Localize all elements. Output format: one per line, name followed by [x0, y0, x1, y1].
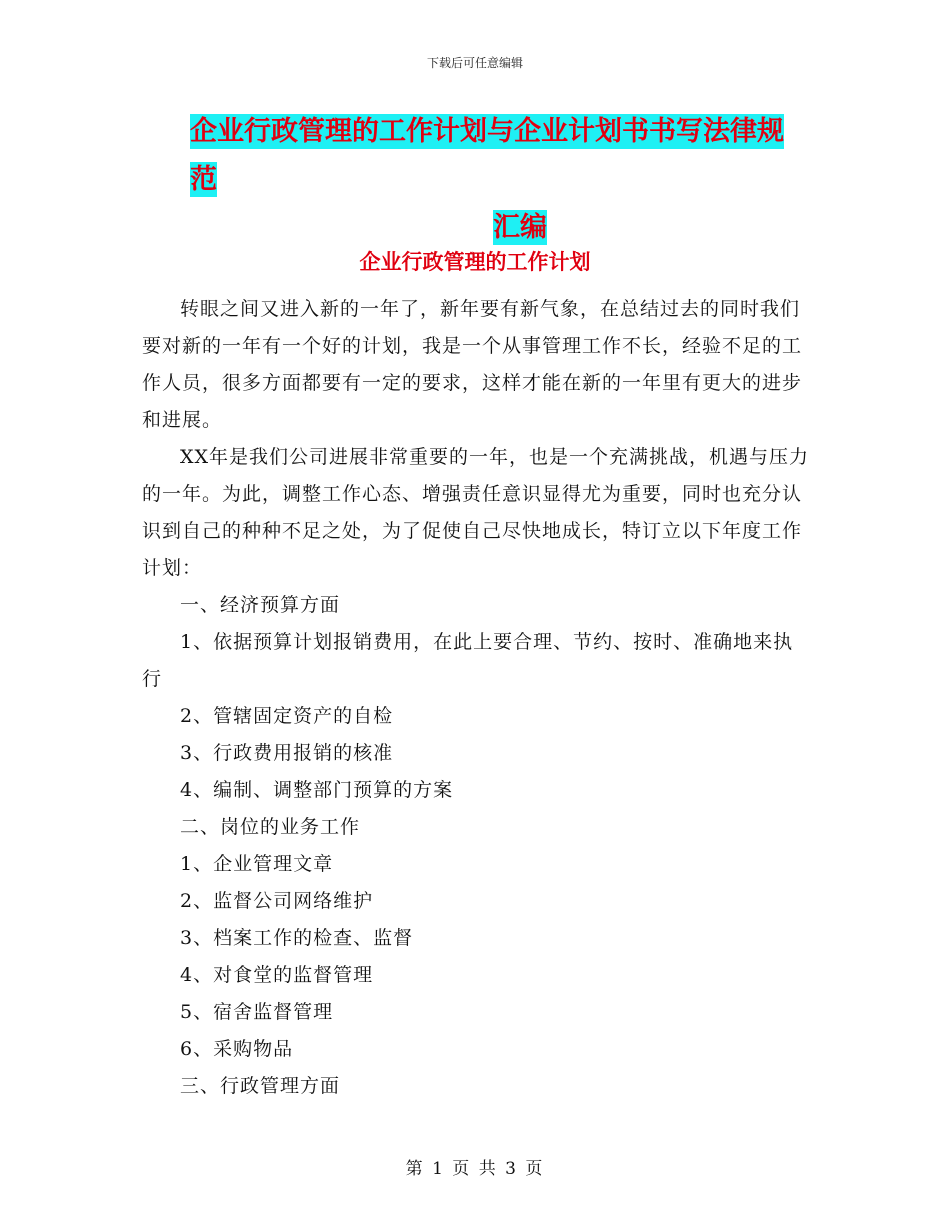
list-item: 6、采购物品 — [180, 1038, 294, 1060]
list-item: 5、宿舍监督管理 — [180, 1001, 334, 1023]
heading-duties: 二、岗位的业务工作 — [180, 816, 361, 838]
list-item: 1、依据预算计划报销费用，在此上要合理、节约、按时、准确地来执行 — [142, 631, 794, 690]
body-text — [142, 291, 810, 1105]
list-item: 3、行政费用报销的核准 — [180, 742, 394, 764]
list-item: 3、档案工作的检查、监督 — [180, 927, 414, 949]
list-item: 1、企业管理文章 — [180, 853, 334, 875]
list-item: 4、对食堂的监督管理 — [180, 964, 374, 986]
document-title-line1: 企业行政管理的工作计划与企业计划书书写法律规范 — [190, 116, 784, 195]
heading-admin: 三、行政管理方面 — [180, 1075, 341, 1097]
list-item: 2、管辖固定资产的自检 — [180, 705, 394, 727]
document-title-line2: 汇编 — [493, 212, 547, 243]
paragraph-year-plan: XX年是我们公司进展非常重要的一年，也是一个充满挑战，机遇与压力的一年。为此，调整工作心态、增强责任意识显得尤为重要，同时也充分认识到自己的种种不足之处，为了促使自己尽快地成长，特订立以下年度工作计划： — [142, 446, 810, 579]
document-title — [190, 108, 810, 252]
heading-budget: 一、经济预算方面 — [180, 594, 341, 616]
page-footer: 第 1 页 共 3 页 — [405, 1159, 545, 1179]
header-note: 下载后可任意编辑 — [426, 56, 523, 70]
list-item: 4、编制、调整部门预算的方案 — [180, 779, 454, 801]
section-title: 企业行政管理的工作计划 — [359, 250, 591, 274]
paragraph-intro: 转眼之间又进入新的一年了，新年要有新气象，在总结过去的同时我们要对新的一年有一个好的计划，我是一个从事管理工作不长，经验不足的工作人员，很多方面都要有一定的要求，这样才能在新的一年里有更大的进步和进展。 — [142, 298, 803, 431]
list-item: 2、监督公司网络维护 — [180, 890, 374, 912]
